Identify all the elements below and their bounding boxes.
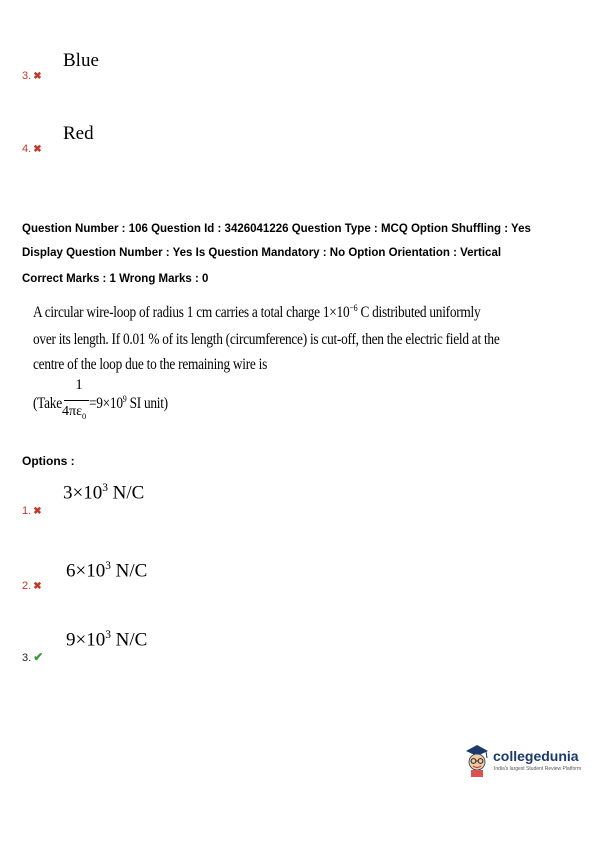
fraction-den-text: 4πε xyxy=(62,404,82,419)
option-number xyxy=(22,143,42,155)
logo-mascot-icon xyxy=(462,742,492,778)
option-index: 1. xyxy=(22,505,32,517)
take-prefix: (Take xyxy=(33,395,62,412)
option-number xyxy=(22,650,43,664)
question-text-part: C distributed uniformly xyxy=(357,304,481,322)
question-text-line1 xyxy=(33,304,480,322)
collegedunia-logo xyxy=(462,742,582,778)
options-label: Options : xyxy=(22,454,75,468)
option-mantissa: 6×10 xyxy=(66,560,106,582)
option-exp: 3 xyxy=(105,629,111,641)
question-exponent: −6 xyxy=(349,304,358,314)
option-number xyxy=(22,70,42,82)
question-text-line3: centre of the loop due to the remaining wire is xyxy=(33,356,268,373)
option-mantissa: 9×10 xyxy=(66,629,106,651)
cross-icon: ✖ xyxy=(33,581,42,592)
take-value-part: SI unit) xyxy=(126,395,168,413)
option-index: 3. xyxy=(22,652,32,664)
cross-icon: ✖ xyxy=(33,71,42,82)
question-text-part: A circular wire-loop of radius 1 cm carries a total charge 1×10 xyxy=(33,304,350,322)
option-expression xyxy=(63,482,144,504)
fraction-den-sub: 0 xyxy=(81,411,87,421)
question-meta-line1: Question Number : 106 Question Id : 3426041226 Question Type : MCQ Option Shuffling : Yes xyxy=(22,223,531,235)
cross-icon: ✖ xyxy=(33,144,42,155)
logo-name: collegedunia xyxy=(493,748,579,764)
option-text: Blue xyxy=(63,50,99,71)
option-number xyxy=(22,580,42,592)
take-value-part: =9×10 xyxy=(89,395,123,413)
take-value-exp: 9 xyxy=(122,395,127,405)
option-exp: 3 xyxy=(105,560,111,572)
option-unit: N/C xyxy=(110,629,148,651)
fraction-numerator: 1 xyxy=(75,377,83,393)
fraction-denominator xyxy=(62,404,86,421)
check-icon: ✔ xyxy=(33,650,44,664)
option-number xyxy=(22,505,42,517)
question-text-line2: over its length. If 0.01 % of its length (circumference) is cut-off, then the electric field at the xyxy=(33,331,500,348)
take-value xyxy=(89,395,168,413)
option-index: 3. xyxy=(22,70,32,82)
option-expression xyxy=(66,560,147,582)
option-unit: N/C xyxy=(110,560,148,582)
fraction-bar xyxy=(64,400,89,401)
option-exp: 3 xyxy=(102,482,108,494)
option-index: 4. xyxy=(22,143,32,155)
question-marks: Correct Marks : 1 Wrong Marks : 0 xyxy=(22,273,209,285)
option-unit: N/C xyxy=(107,482,145,504)
question-meta-line2: Display Question Number : Yes Is Question Mandatory : No Option Orientation : Vertical xyxy=(22,247,502,259)
option-expression xyxy=(66,629,147,651)
option-mantissa: 3×10 xyxy=(63,482,103,504)
cross-icon: ✖ xyxy=(33,506,42,517)
option-text: Red xyxy=(63,123,94,144)
option-index: 2. xyxy=(22,580,32,592)
logo-tagline: India's largest Student Review Platform xyxy=(494,766,582,772)
